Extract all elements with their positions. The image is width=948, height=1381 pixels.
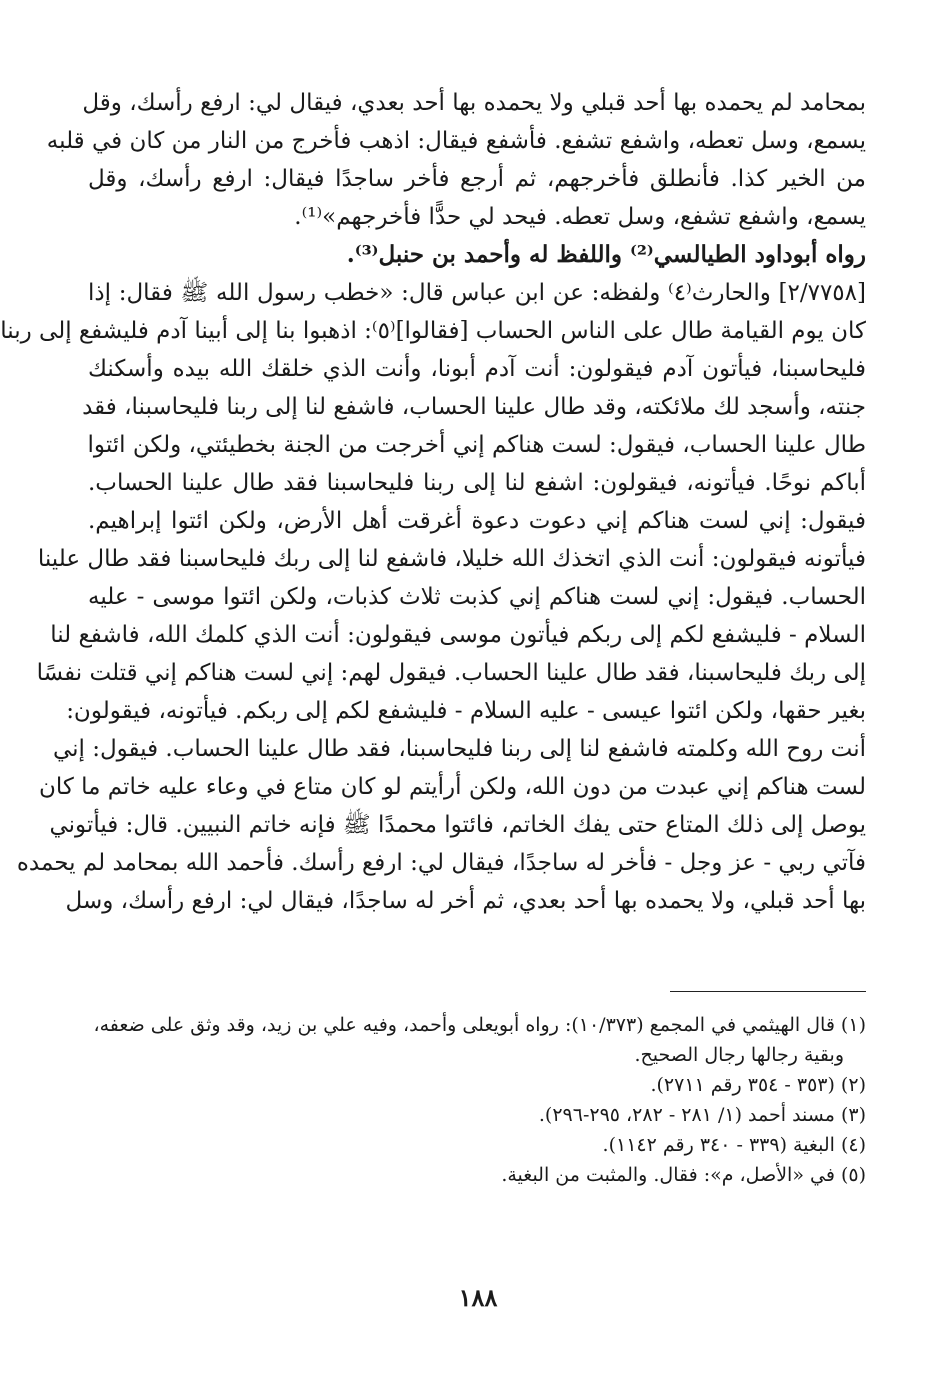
body-line-21: فآتي ربي - عز وجل - فأخر له ساجدًا، فيقال لي: ارفع رأسك. فأحمد الله بمحامد لم يحمده xyxy=(16,850,866,876)
body-line-19: لست هناكم إني عبدت من دون الله، ولكن أرأيتم لو كان متاع في وعاء عليه خاتم ما كان xyxy=(38,774,866,800)
narration-line: رواه أبوداود الطيالسي⁽²⁾ واللفظ له وأحمد بن حنبل⁽³⁾. xyxy=(346,241,866,268)
body-line-15: السلام - فليشفع لكم إلى ربكم فيأتون موسى فيقولون: أنت الذي كلمك الله، فاشفع لنا xyxy=(50,622,866,648)
body-line-7: كان يوم القيامة طال على الناس الحساب [فقالوا]⁽٥⁾: اذهبوا بنا إلى أبينا آدم فليشفع إلى ربنا xyxy=(0,318,866,344)
footnote-1-continuation: وبقية رجالها رجال الصحيح. xyxy=(634,1044,844,1066)
body-line-13: فيأتونه فيقولون: أنت الذي اتخذك الله خليلا، فاشفع لنا إلى ربك فليحاسبنا فقد طال علينا xyxy=(37,546,866,572)
body-line-12: فيقول: إني لست هناكم إني دعوت دعوة أغرقت أهل الأرض، ولكن ائتوا إبراهيم. xyxy=(88,508,866,534)
body-line-22: بها أحد قبلي، ولا يحمده بها أحد بعدي، ثم أخر له ساجدًا، فيقال لي: ارفع رأسك، وسل xyxy=(65,888,866,914)
body-line-1: بمحامد لم يحمده بها أحد قبلي ولا يحمده بها أحد بعدي، فيقال لي: ارفع رأسك، وقل xyxy=(82,90,866,116)
body-line-18: أنت روح الله وكلمته فاشفع لنا إلى ربنا فليحاسبنا، فقد طال علينا الحساب. فيقول: إني xyxy=(52,736,866,762)
footnote-2: (٢) (٣٥٣ - ٣٥٤ رقم ٢٧١١). xyxy=(650,1074,866,1096)
footnote-1-text: (١) قال الهيثمي في المجمع (١٠/٣٧٣): رواه أبويعلى وأحمد، وفيه علي بن زيد، وقد وثق على ضعفه، xyxy=(93,1014,866,1036)
body-line-9: جنته، وأسجد لك ملائكته، وقد طال علينا الحساب، فاشفع لنا إلى ربنا فليحاسبنا، فقد xyxy=(82,394,866,420)
body-line-11: أباكم نوحًا. فيأتونه، فيقولون: اشفع لنا إلى ربنا فليحاسبنا فقد طال علينا الحساب. xyxy=(88,470,866,496)
body-line-2: يسمع، وسل تعطه، واشفع تشفع. فأشفع فيقال: اذهب فأخرج من النار من كان في قلبه xyxy=(46,128,866,154)
body-line-8: فليحاسبنا، فيأتون آدم فيقولون: أنت آدم أبونا، وأنت الذي خلقك الله بيده وأسكنك xyxy=(88,356,866,382)
footnote-divider xyxy=(670,991,866,992)
page-number: ١٨٨ xyxy=(458,1283,498,1312)
footnote-4: (٤) البغية (٣٣٩ - ٣٤٠ رقم ١١٤٢). xyxy=(602,1134,866,1156)
footnote-3: (٣) مسند أحمد (١/ ٢٨١ - ٢٨٢، ٢٩٥-٢٩٦). xyxy=(538,1104,866,1126)
body-line-3: من الخير كذا. فأنطلق فأخرجهم، ثم أرجع فأخر ساجدًا فيقال: ارفع رأسك، وقل xyxy=(88,166,866,192)
footnote-1 xyxy=(88,1010,866,1070)
footnote-5: (٥) في «الأصل، م»: فقال. والمثبت من البغية. xyxy=(501,1164,866,1186)
body-line-17: بغير حقها، ولكن ائتوا عيسى - عليه السلام - فليشفع لكم إلى ربكم. فيأتونه، فيقولون: xyxy=(66,698,866,724)
footnotes xyxy=(88,1010,866,1190)
body-line-20: يوصل إلى ذلك المتاع حتى يفك الخاتم، فائتوا محمدًا ﷺ فإنه خاتم النبيين. قال: فيأتوني xyxy=(49,812,866,838)
hadith-heading-line: [٢/٧٧٥٨] والحارث⁽٤⁾ ولفظه: عن ابن عباس قال: «خطب رسول الله ﷺ فقال: إذا xyxy=(88,280,866,306)
body-line-16: إلى ربك فليحاسبنا، فقد طال علينا الحساب. فيقول لهم: إني لست هناكم إني قتلت نفسًا xyxy=(36,660,866,686)
body-line-4: يسمع، واشفع تشفع، وسل تعطه. فيحد لي حدًّا فأخرجهم»⁽¹⁾. xyxy=(294,204,866,230)
body-line-14: الحساب. فيقول: إني لست هناكم إني كذبت ثلاث كذبات، ولكن ائتوا موسى - عليه xyxy=(88,584,867,610)
body-line-10: طال علينا الحساب، فيقول: لست هناكم إني أخرجت من الجنة بخطيئتي، ولكن ائتوا xyxy=(87,432,866,458)
page-body xyxy=(0,84,867,920)
